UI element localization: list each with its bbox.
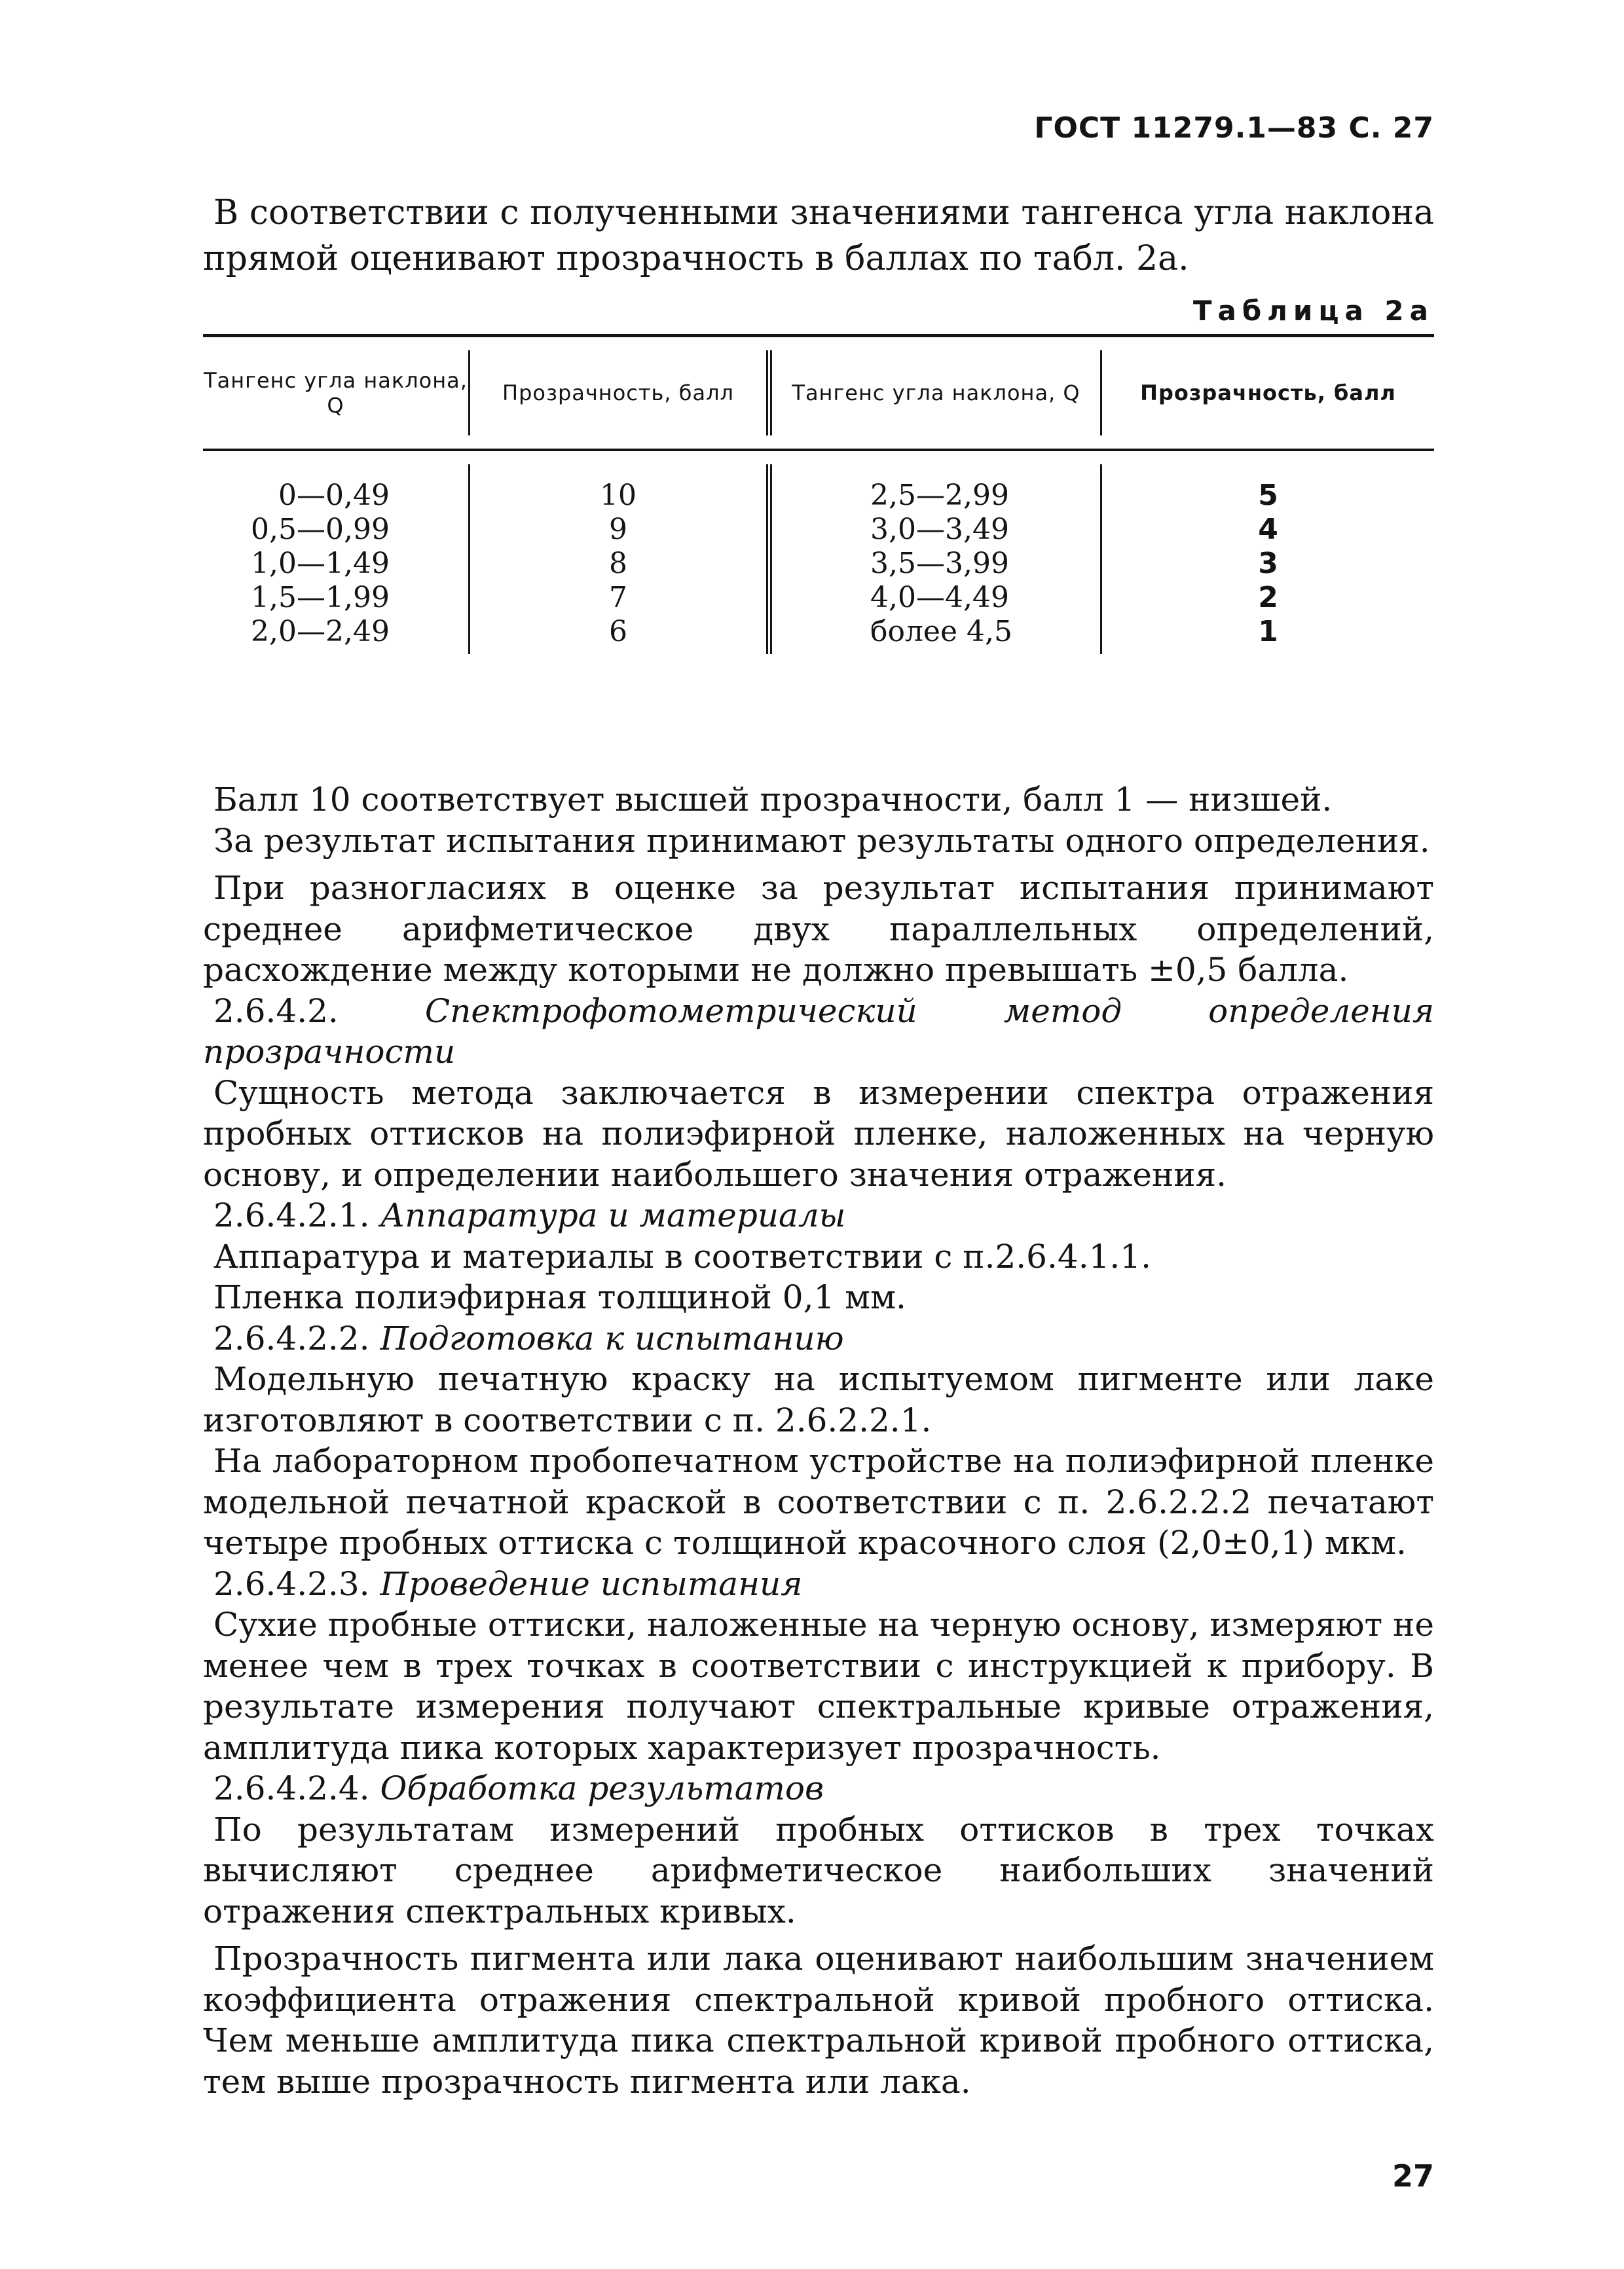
table-cell: 0,5—0,99	[251, 513, 390, 546]
paragraph: Пленка полиэфирная толщиной 0,1 мм.	[213, 1278, 906, 1316]
header-tangent-2: Тангенс угла наклона, Q	[766, 350, 1100, 435]
column-transparency-1	[468, 464, 766, 654]
section-title: Спектрофотометрический метод определения прозрачности	[203, 991, 1434, 1071]
column-tangent-1	[203, 464, 468, 654]
section-title: Подготовка к испытанию	[380, 1319, 844, 1357]
section-number: 2.6.4.2.2.	[213, 1319, 370, 1357]
column-transparency-2	[1100, 464, 1434, 654]
section-heading	[203, 1768, 1434, 1809]
table-cell: 5	[1258, 479, 1278, 512]
paragraph: Балл 10 соответствует высшей прозрачности, балл 1 — низшей.	[213, 781, 1333, 819]
table-cell: 1,5—1,99	[251, 581, 390, 614]
header-transparency-1: Прозрачность, балл	[468, 350, 766, 435]
paragraph: Модельную печатную краску на испытуемом пигменте или лаке изготовляют в соответствии с п. 2.6.2.2.1.	[203, 1360, 1434, 1439]
table-cell: 6	[609, 615, 627, 648]
paragraph: Прозрачность пигмента или лака оценивают наибольшим значением коэффициента отражения спектральной кривой пробного оттиска. Чем меньше амплитуда пика спектральной кривой пробного оттиска, тем выше прозрачность пигмента или лака.	[203, 1940, 1434, 2101]
table-cell: 1	[1258, 615, 1278, 648]
table-caption: Таблица 2а	[1192, 295, 1434, 327]
intro-text: В соответствии с полученными значениями тангенса угла наклона прямой оценивают прозрачность в баллах по табл. 2а.	[203, 193, 1434, 278]
paragraph: При разногласиях в оценке за результат испытания принимают среднее арифметическое двух параллельных определений, расхождение между которыми не должно превышать ±0,5 балла.	[203, 869, 1434, 989]
section-number: 2.6.4.2.1.	[213, 1196, 370, 1234]
table-cell: 3,0—3,49	[870, 513, 1009, 546]
section-title: Проведение испытания	[380, 1564, 803, 1603]
table-cell: 2,5—2,99	[870, 479, 1009, 512]
table-body	[203, 451, 1434, 667]
table-cell: 3,5—3,99	[870, 547, 1009, 580]
table-header-row	[203, 337, 1434, 451]
section-number: 2.6.4.2.4.	[213, 1769, 370, 1807]
header-tangent-1: Тангенс угла наклона, Q	[204, 368, 468, 418]
section-heading	[203, 991, 1434, 1073]
paragraph: Сухие пробные оттиски, наложенные на черную основу, измеряют не менее чем в трех точках в соответствии с инструкцией к прибору. В результате измерения получают спектральные кривые отражения, амплитуда пика которых характеризует прозрачность.	[203, 1606, 1434, 1767]
table-cell: 8	[609, 547, 627, 580]
section-number: 2.6.4.2.	[213, 991, 339, 1030]
intro-paragraph	[203, 190, 1434, 282]
table-cell: 1,0—1,49	[251, 547, 390, 580]
document-page	[203, 98, 1434, 2194]
column-tangent-2	[766, 464, 1100, 654]
section-number: 2.6.4.2.3.	[213, 1564, 370, 1603]
body-text	[203, 779, 1434, 2102]
table-cell: 4	[1258, 513, 1278, 546]
page-number: 27	[1392, 2158, 1434, 2194]
table-cell: более 4,5	[870, 615, 1012, 648]
table-cell: 7	[609, 581, 627, 614]
table-cell: 10	[600, 479, 637, 512]
table-cell: 9	[609, 513, 627, 546]
paragraph: Аппаратура и материалы в соответствии с п.2.6.4.1.1.	[213, 1237, 1152, 1276]
section-heading	[203, 1318, 1434, 1359]
table-cell: 3	[1258, 547, 1278, 580]
document-header: ГОСТ 11279.1—83 С. 27	[1034, 111, 1434, 145]
section-title: Аппаратура и материалы	[380, 1196, 846, 1234]
paragraph: На лабораторном пробопечатном устройстве на полиэфирной пленке модельной печатной краской в соответствии с п. 2.6.2.2.2 печатают четыре пробных оттиска с толщиной красочного слоя (2,0±0,1) мкм.	[203, 1442, 1434, 1562]
paragraph: По результатам измерений пробных оттисков в трех точках вычисляют среднее арифметическое наибольших значений отражения спектральных кривых.	[203, 1810, 1434, 1930]
section-heading	[203, 1195, 1434, 1236]
section-heading	[203, 1564, 1434, 1605]
table-cell: 2,0—2,49	[251, 615, 390, 648]
paragraph: За результат испытания принимают результаты одного определения.	[213, 821, 1430, 860]
header-transparency-2: Прозрачность, балл	[1100, 350, 1434, 435]
transparency-table	[203, 334, 1434, 667]
section-title: Обработка результатов	[380, 1769, 824, 1807]
paragraph: Сущность метода заключается в измерении спектра отражения пробных оттисков на полиэфирной пленке, наложенных на черную основу, и определении наибольшего значения отражения.	[203, 1073, 1434, 1194]
table-cell: 4,0—4,49	[870, 581, 1009, 614]
table-cell: 2	[1258, 581, 1278, 614]
table-cell: 0—0,49	[278, 479, 390, 512]
